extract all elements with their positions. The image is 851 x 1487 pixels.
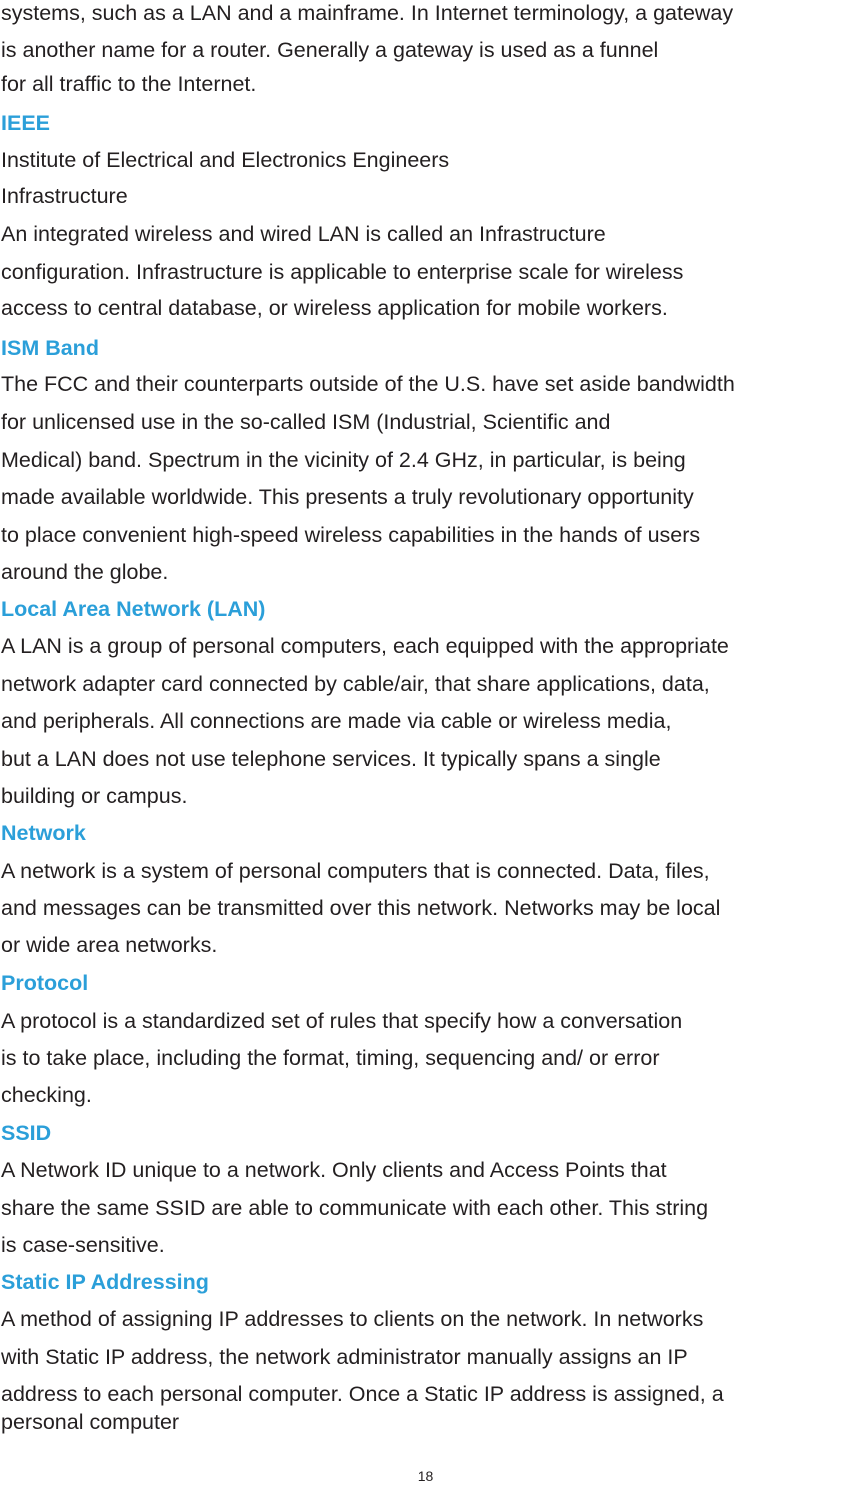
definition-line: is case-sensitive.	[1, 1233, 165, 1257]
term-heading-ism-band: ISM Band	[1, 336, 99, 360]
definition-line: to place convenient high-speed wireless capabilities in the hands of users	[1, 523, 701, 547]
definition-line: access to central database, or wireless application for mobile workers.	[1, 296, 668, 320]
term-heading-static-ip: Static IP Addressing	[1, 1270, 209, 1294]
definition-line: A Network ID unique to a network. Only clients and Access Points that	[1, 1158, 667, 1182]
definition-line: building or campus.	[1, 784, 188, 808]
definition-line: A method of assigning IP addresses to clients on the network. In networks	[1, 1307, 704, 1331]
definition-line: but a LAN does not use telephone services. It typically spans a single	[1, 747, 661, 771]
page-number: 18	[417, 1468, 434, 1484]
definition-line: and messages can be transmitted over this network. Networks may be local	[1, 896, 721, 920]
definition-line: for unlicensed use in the so-called ISM (Industrial, Scientific and	[1, 410, 611, 434]
term-heading-protocol: Protocol	[1, 971, 89, 995]
definition-line: Medical) band. Spectrum in the vicinity of 2.4 GHz, in particular, is being	[1, 448, 686, 472]
definition-line: The FCC and their counterparts outside of the U.S. have set aside bandwidth	[1, 372, 735, 396]
intro-line: for all traffic to the Internet.	[1, 72, 257, 96]
term-heading-network: Network	[1, 821, 86, 845]
definition-line: network adapter card connected by cable/air, that share applications, data,	[1, 672, 710, 696]
intro-line: is another name for a router. Generally a gateway is used as a funnel	[1, 38, 659, 62]
term-heading-ieee: IEEE	[1, 111, 50, 135]
definition-line: An integrated wireless and wired LAN is called an Infrastructure	[1, 222, 606, 246]
definition-line: address to each personal computer. Once a Static IP address is assigned, a	[1, 1382, 724, 1406]
definition-line: made available worldwide. This presents a truly revolutionary opportunity	[1, 485, 694, 509]
definition-line: A protocol is a standardized set of rules that specify how a conversation	[1, 1009, 683, 1033]
intro-line: systems, such as a LAN and a mainframe. In Internet terminology, a gateway	[1, 1, 734, 25]
definition-line: Institute of Electrical and Electronics Engineers	[1, 148, 450, 172]
definition-line: share the same SSID are able to communicate with each other. This string	[1, 1196, 709, 1220]
definition-line: A network is a system of personal computers that is connected. Data, files,	[1, 859, 710, 883]
definition-line: or wide area networks.	[1, 933, 218, 957]
term-heading-infrastructure: Infrastructure	[1, 184, 128, 208]
definition-line: around the globe.	[1, 560, 169, 584]
definition-line: checking.	[1, 1083, 92, 1107]
definition-line: personal computer	[1, 1410, 180, 1434]
definition-line: with Static IP address, the network administrator manually assigns an IP	[1, 1345, 688, 1369]
definition-line: configuration. Infrastructure is applicable to enterprise scale for wireless	[1, 260, 684, 284]
definition-line: A LAN is a group of personal computers, each equipped with the appropriate	[1, 634, 729, 658]
term-heading-ssid: SSID	[1, 1121, 52, 1145]
term-heading-lan: Local Area Network (LAN)	[1, 597, 266, 621]
definition-line: is to take place, including the format, timing, sequencing and/ or error	[1, 1046, 660, 1070]
definition-line: and peripherals. All connections are made via cable or wireless media,	[1, 709, 672, 733]
